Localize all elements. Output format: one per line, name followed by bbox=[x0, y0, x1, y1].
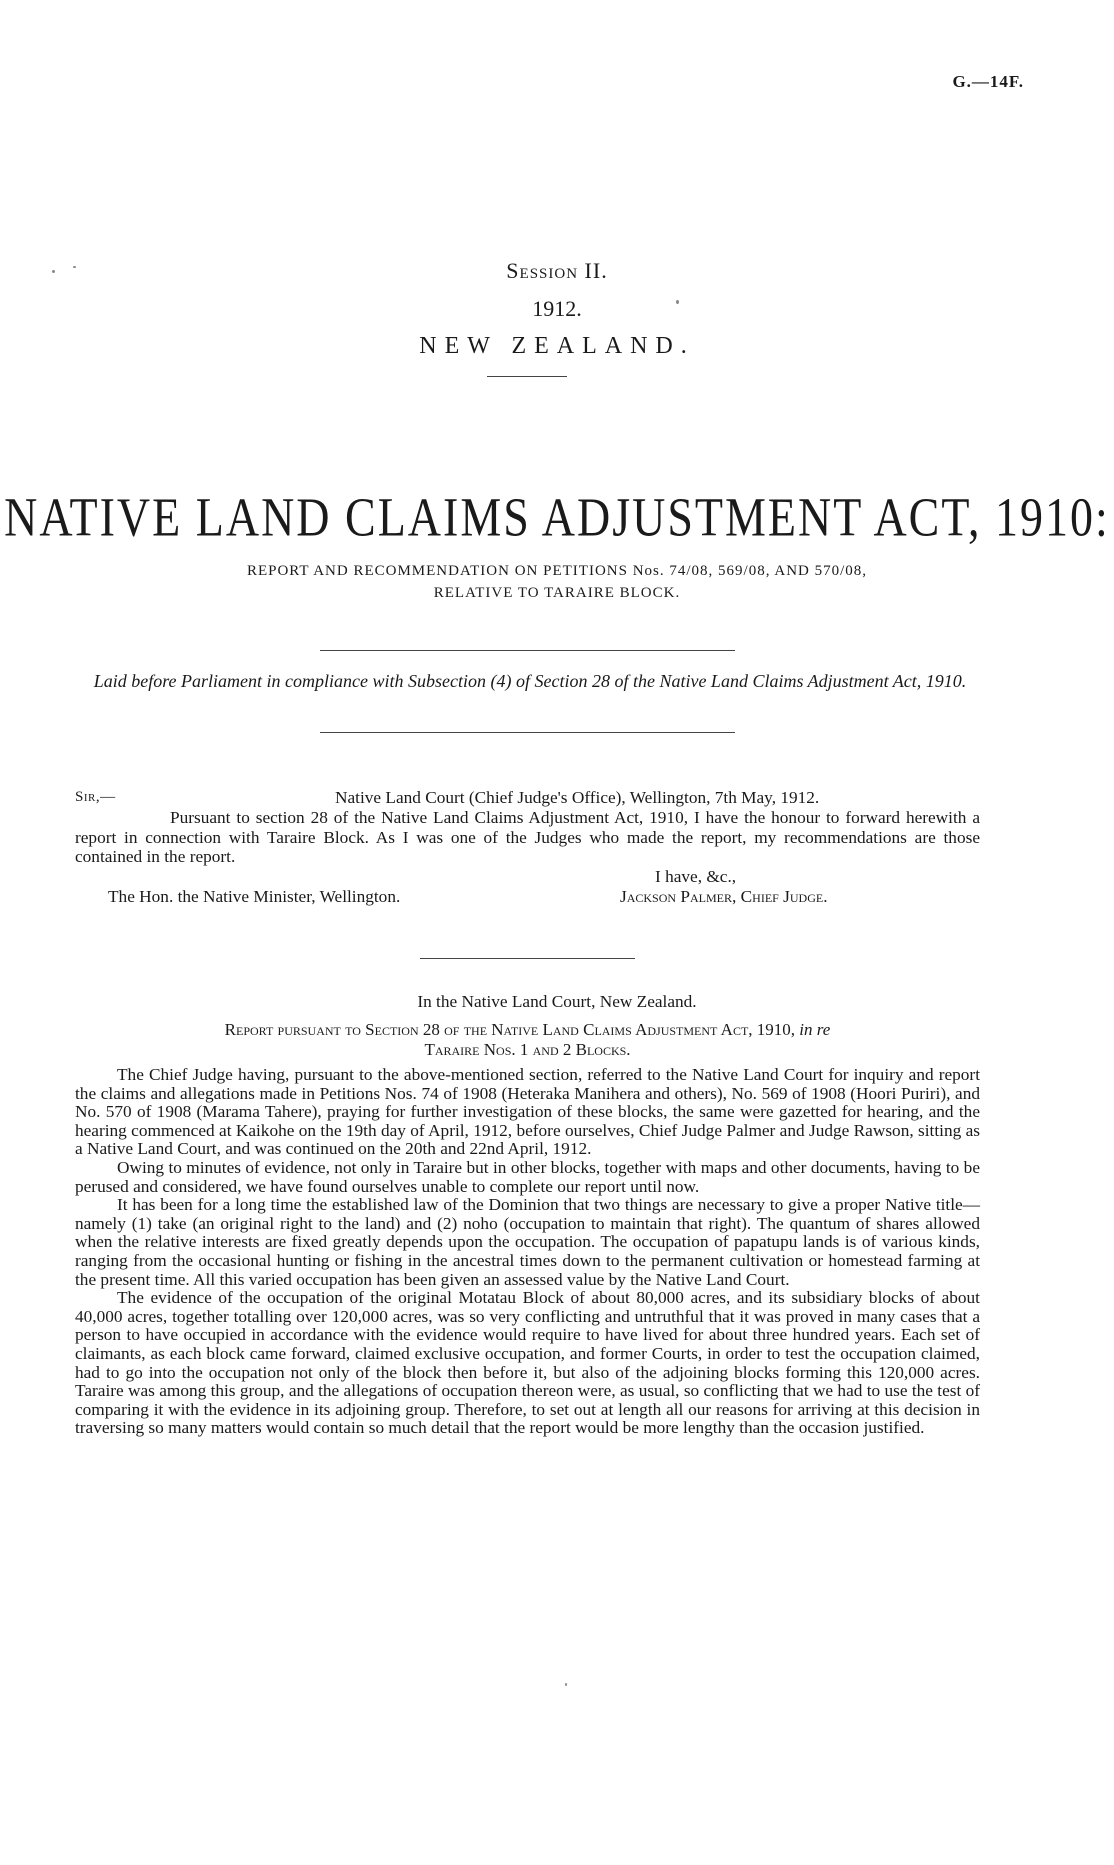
report-heading-inre: in re bbox=[799, 1020, 831, 1039]
letter-signatory: Jackson Palmer, Chief Judge. bbox=[620, 886, 828, 906]
main-title: NATIVE LAND CLAIMS ADJUSTMENT ACT, 1910: bbox=[4, 486, 1110, 548]
document-code: G.—14F. bbox=[952, 72, 1024, 91]
letter-body: Pursuant to section 28 of the Native Land Claims Adjustment Act, 1910, I have the honour to forward herewith a report in connection with Taraire Block. As I was one of the Judges who made the report, my recommendations are those contained in the report. bbox=[75, 808, 980, 866]
report-paragraph: Owing to minutes of evidence, not only in Taraire but in other blocks, together with maps and other documents, having to be perused and considered, we have found ourselves unable to complete our report until now. bbox=[75, 1157, 980, 1196]
report-paragraph: It has been for a long time the established law of the Dominion that two things are necessary to give a proper Native title—namely (1) take (an original right to the land) and (2) noho (occupation to maintain that right). The quantum of shares allowed when the relative interests are fixed greatly depends upon the occupation. The occupation of papatupu lands is of various kinds, ranging from the occasional hunting or fishing in the ancestral times down to the permanent cultivation or homestead farming at the present time. All this varied occupation has been given an assessed value by the Native Land Court. bbox=[75, 1195, 980, 1289]
laid-divider-bottom bbox=[320, 732, 735, 733]
letter-recipient: The Hon. the Native Minister, Wellington. bbox=[108, 886, 401, 906]
laid-before-notice: Laid before Parliament in compliance with Subsection (4) of Section 28 of the Native Land Claims Adjustment Act, 1910. bbox=[93, 671, 967, 691]
subtitle-line-1: REPORT AND RECOMMENDATION ON PETITIONS Nos. 74/08, 569/08, AND 570/08, bbox=[246, 563, 868, 579]
cover-letter bbox=[75, 788, 980, 907]
header-divider bbox=[487, 376, 567, 377]
letter-divider bbox=[420, 958, 635, 959]
office-date: Native Land Court (Chief Judge's Office), Wellington, 7th May, 1912. bbox=[335, 788, 820, 807]
letter-closing: I have, &c., bbox=[655, 866, 737, 886]
laid-divider-top bbox=[320, 650, 735, 651]
report-heading-blocks: Taraire Nos. 1 and 2 Blocks. bbox=[424, 1040, 631, 1059]
report-body bbox=[75, 1066, 980, 1438]
country-name: NEW ZEALAND. bbox=[419, 333, 695, 359]
salutation: Sir,— bbox=[75, 789, 116, 805]
report-paragraph: The evidence of the occupation of the original Motatau Block of about 80,000 acres, and its subsidiary blocks of about 40,000 acres, together totalling over 120,000 acres, was so very conflicting and untruthful that it was proved in many cases that a person to have occupied in accordance with the evidence would require to have lived for about three hundred years. Each set of claimants, as each block came forward, claimed exclusive occupation, and former Courts, in order to test the occupation claimed, had to go into the occupation not only of the block then before it, but also of the adjoining blocks forming this 120,000 acres. Taraire was among this group, and the allegations of occupation thereon were, as usual, so conflicting that we had to use the test of comparing it with the evidence in its adjoining group. Therefore, to set out at length all our reasons for arriving at this decision in traversing so many matters would contain so much detail that the report would be more lengthy than the occasion justified. bbox=[75, 1288, 980, 1438]
scan-speck bbox=[565, 1683, 567, 1686]
session-year: 1912. bbox=[532, 296, 582, 321]
report-heading bbox=[75, 1020, 980, 1060]
subtitle bbox=[150, 560, 964, 604]
report-paragraph: The Chief Judge having, pursuant to the above-mentioned section, referred to the Native Land Court for inquiry and report the claims and allegations made in Petitions Nos. 74 of 1908 (Heteraka Manihera and others), No. 569 of 1908 (Hoori Puriri), and No. 570 of 1908 (Marama Tahere), praying for further investigation of these blocks, the same were gazetted for hearing, and the hearing commenced at Kaikohe on the 19th day of April, 1912, before ourselves, Chief Judge Palmer and Judge Rawson, sitting as a Native Land Court, and was continued on the 20th and 22nd April, 1912. bbox=[75, 1065, 980, 1159]
session-label: Session II. bbox=[506, 258, 608, 283]
court-name: In the Native Land Court, New Zealand. bbox=[417, 992, 697, 1011]
subtitle-line-2: RELATIVE TO TARAIRE BLOCK. bbox=[433, 585, 681, 601]
report-heading-main: Report pursuant to Section 28 of the Native Land Claims Adjustment Act, 1910, bbox=[224, 1020, 796, 1039]
